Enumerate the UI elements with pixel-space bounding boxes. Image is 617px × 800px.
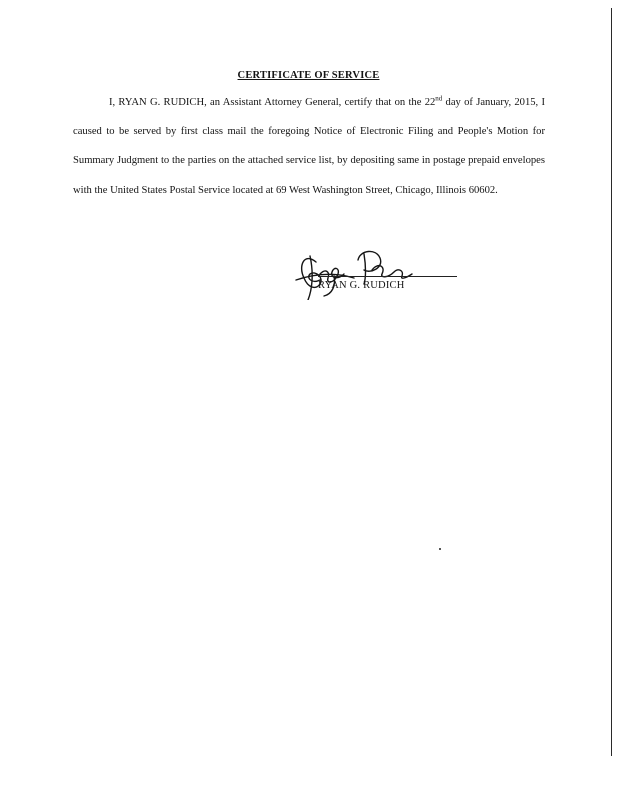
ordinal-suffix: nd: [435, 94, 443, 103]
signatory-name: RYAN G. RUDICH: [318, 280, 405, 291]
scan-speck: [439, 548, 441, 550]
document-title: CERTIFICATE OF SERVICE: [237, 70, 380, 81]
signature-line: [318, 276, 457, 277]
certification-text-part1: I, RYAN G. RUDICH, an Assistant Attorney General, certify that on the 22: [109, 97, 436, 108]
handwritten-signature: [294, 244, 459, 300]
certification-text-part2: day of January, 2015, I caused to be served by first class mail the foregoing Notice of Electronic Filing and People's Motion for Summary Judgment to the parties on the attached service list, by depositing same in postage prepaid envelopes with the United States Postal Service located at 69 West Washington Street, Chicago, Illinois 60602.: [73, 97, 545, 196]
certification-paragraph: [73, 88, 545, 205]
page-edge-rule: [611, 8, 612, 756]
